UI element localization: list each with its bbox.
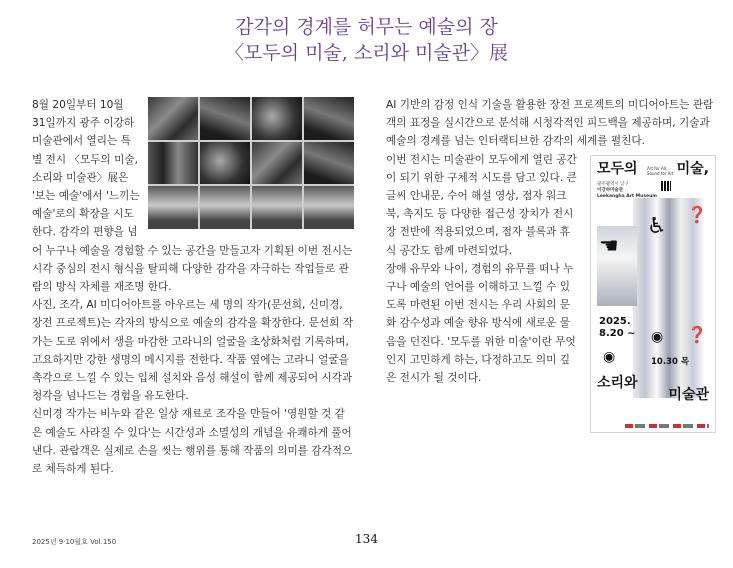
eye-icon-lower: ◉	[603, 348, 616, 365]
right-paragraph-3: 장애 유무와 나이, 경험의 유무를 떠나 누구나 예술의 언어를 이해하고 느낄 수 있도록 마련된 이번 전시는 우리 사회의 문화 감수성과 예술 향유 방식에 새로운 물음을 던진다. '모두를 위한 미술'이란 무엇인지 고민하게 하는, 다정하고도 의미 깊은 전시가 될 것이다.	[386, 262, 576, 385]
left-paragraph-2: 사진, 조각, AI 미디어아트를 아우르는 세 명의 작가(문선희, 신미경, 장전 프로젝트)는 각자의 방식으로 예술의 감각을 확장한다. 문선희 작가는 도로 위에서 생을 마감한 고라니의 얼굴을 초상화처럼 기록하며, 고요하지만 강한 생명의 메시지를 전한다. 작품 옆에는 고라니 얼굴을 촉각으로 느낄 수 있는 입체 설치와 음성 해설이 함께 제공되어 시각과 청각을 넘나드는 경험을 유도한다.	[32, 299, 353, 403]
left-paragraph-3: 신미경 작가는 비누와 같은 일상 재료로 조각을 만들어 '영원할 것 같은 예술도 사라질 수 있다'는 시간성과 소멸성의 개념을 유쾌하게 풀어낸다. 관람객은 실제로 손을 씻는 행위를 통해 작품의 의미를 감각적으로 체득하게 된다.	[32, 408, 353, 476]
article-title	[0, 14, 733, 66]
poster-title-top-left: 모두의	[597, 160, 638, 177]
poster-date-start: 2025. 8.20 ~	[599, 315, 636, 339]
right-paragraph-1: AI 기반의 감정 인식 기술을 활용한 장전 프로젝트의 미디어아트는 관람객의 표정을 실시간으로 분석해 시청각적인 피드백을 제공하며, 기술과 예술의 경계를 넘는 인터랙티브한 감각의 세계를 펼친다.	[386, 99, 714, 148]
right-paragraph-2: 이번 전시는 미술관이 모두에게 열린 공간이 되기 위한 구체적 시도를 담고 있다. 큰 글씨 안내문, 수어 해설 영상, 점자 워크북, 촉지도 등 다양한 접근성 장치가 전시장 전반에 적용되었으며, 점자 블록과 휴식 공간도 함께 마련되었다.	[386, 153, 577, 257]
hand-icon: ☚	[599, 233, 619, 259]
eye-icon: ◉	[651, 328, 664, 345]
poster-organizer: 광주광역시 남구 이강하미술관 Leekangha Art Museum	[597, 181, 657, 199]
left-column	[32, 96, 354, 478]
page-number: 134	[355, 532, 378, 546]
sponsor-logos	[625, 424, 709, 428]
poster-date-end: 10.30 목	[651, 356, 690, 367]
goranis-photo-grid	[148, 97, 354, 229]
left-paragraph-1: 8월 20일부터 10월 31일까지 광주 이강하미술관에서 열리는 특별 전시 〈모두의 미술, 소리와 미술관〉展은 '보는 예술'에서 '느끼는 예술'로의 확장을 시도한다. 감각의 편향을 넘어 누구나 예술을 경험할 수 있는 공간을 만들고자 기획된 이번 전시는 시각 중심의 전시 형식을 탈피해 다양한 감각을 자극하는 작업들로 관람의 방식 자체를 재조명 한다.	[32, 99, 353, 294]
poster-title-top-right: 미술,	[676, 160, 709, 177]
issue-info: 2025년 9·10월호 Vol.150	[32, 538, 117, 546]
poster-title-bottom-right: 미술관	[668, 386, 709, 403]
qr-code-icon	[661, 181, 671, 191]
title-line-1: 감각의 경계를 허무는 예술의 장	[235, 16, 498, 38]
poster-english-title: Art for All, Sound for Art	[647, 165, 674, 176]
ear-icon: ❓	[687, 204, 707, 224]
right-column	[386, 96, 716, 437]
exhibition-poster	[590, 155, 716, 433]
ear-icon-lower: ❓	[687, 324, 707, 344]
title-line-2: 〈모두의 미술, 소리와 미술관〉展	[224, 42, 509, 64]
wheelchair-icon: ♿	[647, 213, 667, 239]
poster-title-bottom-left: 소리와	[597, 374, 638, 391]
